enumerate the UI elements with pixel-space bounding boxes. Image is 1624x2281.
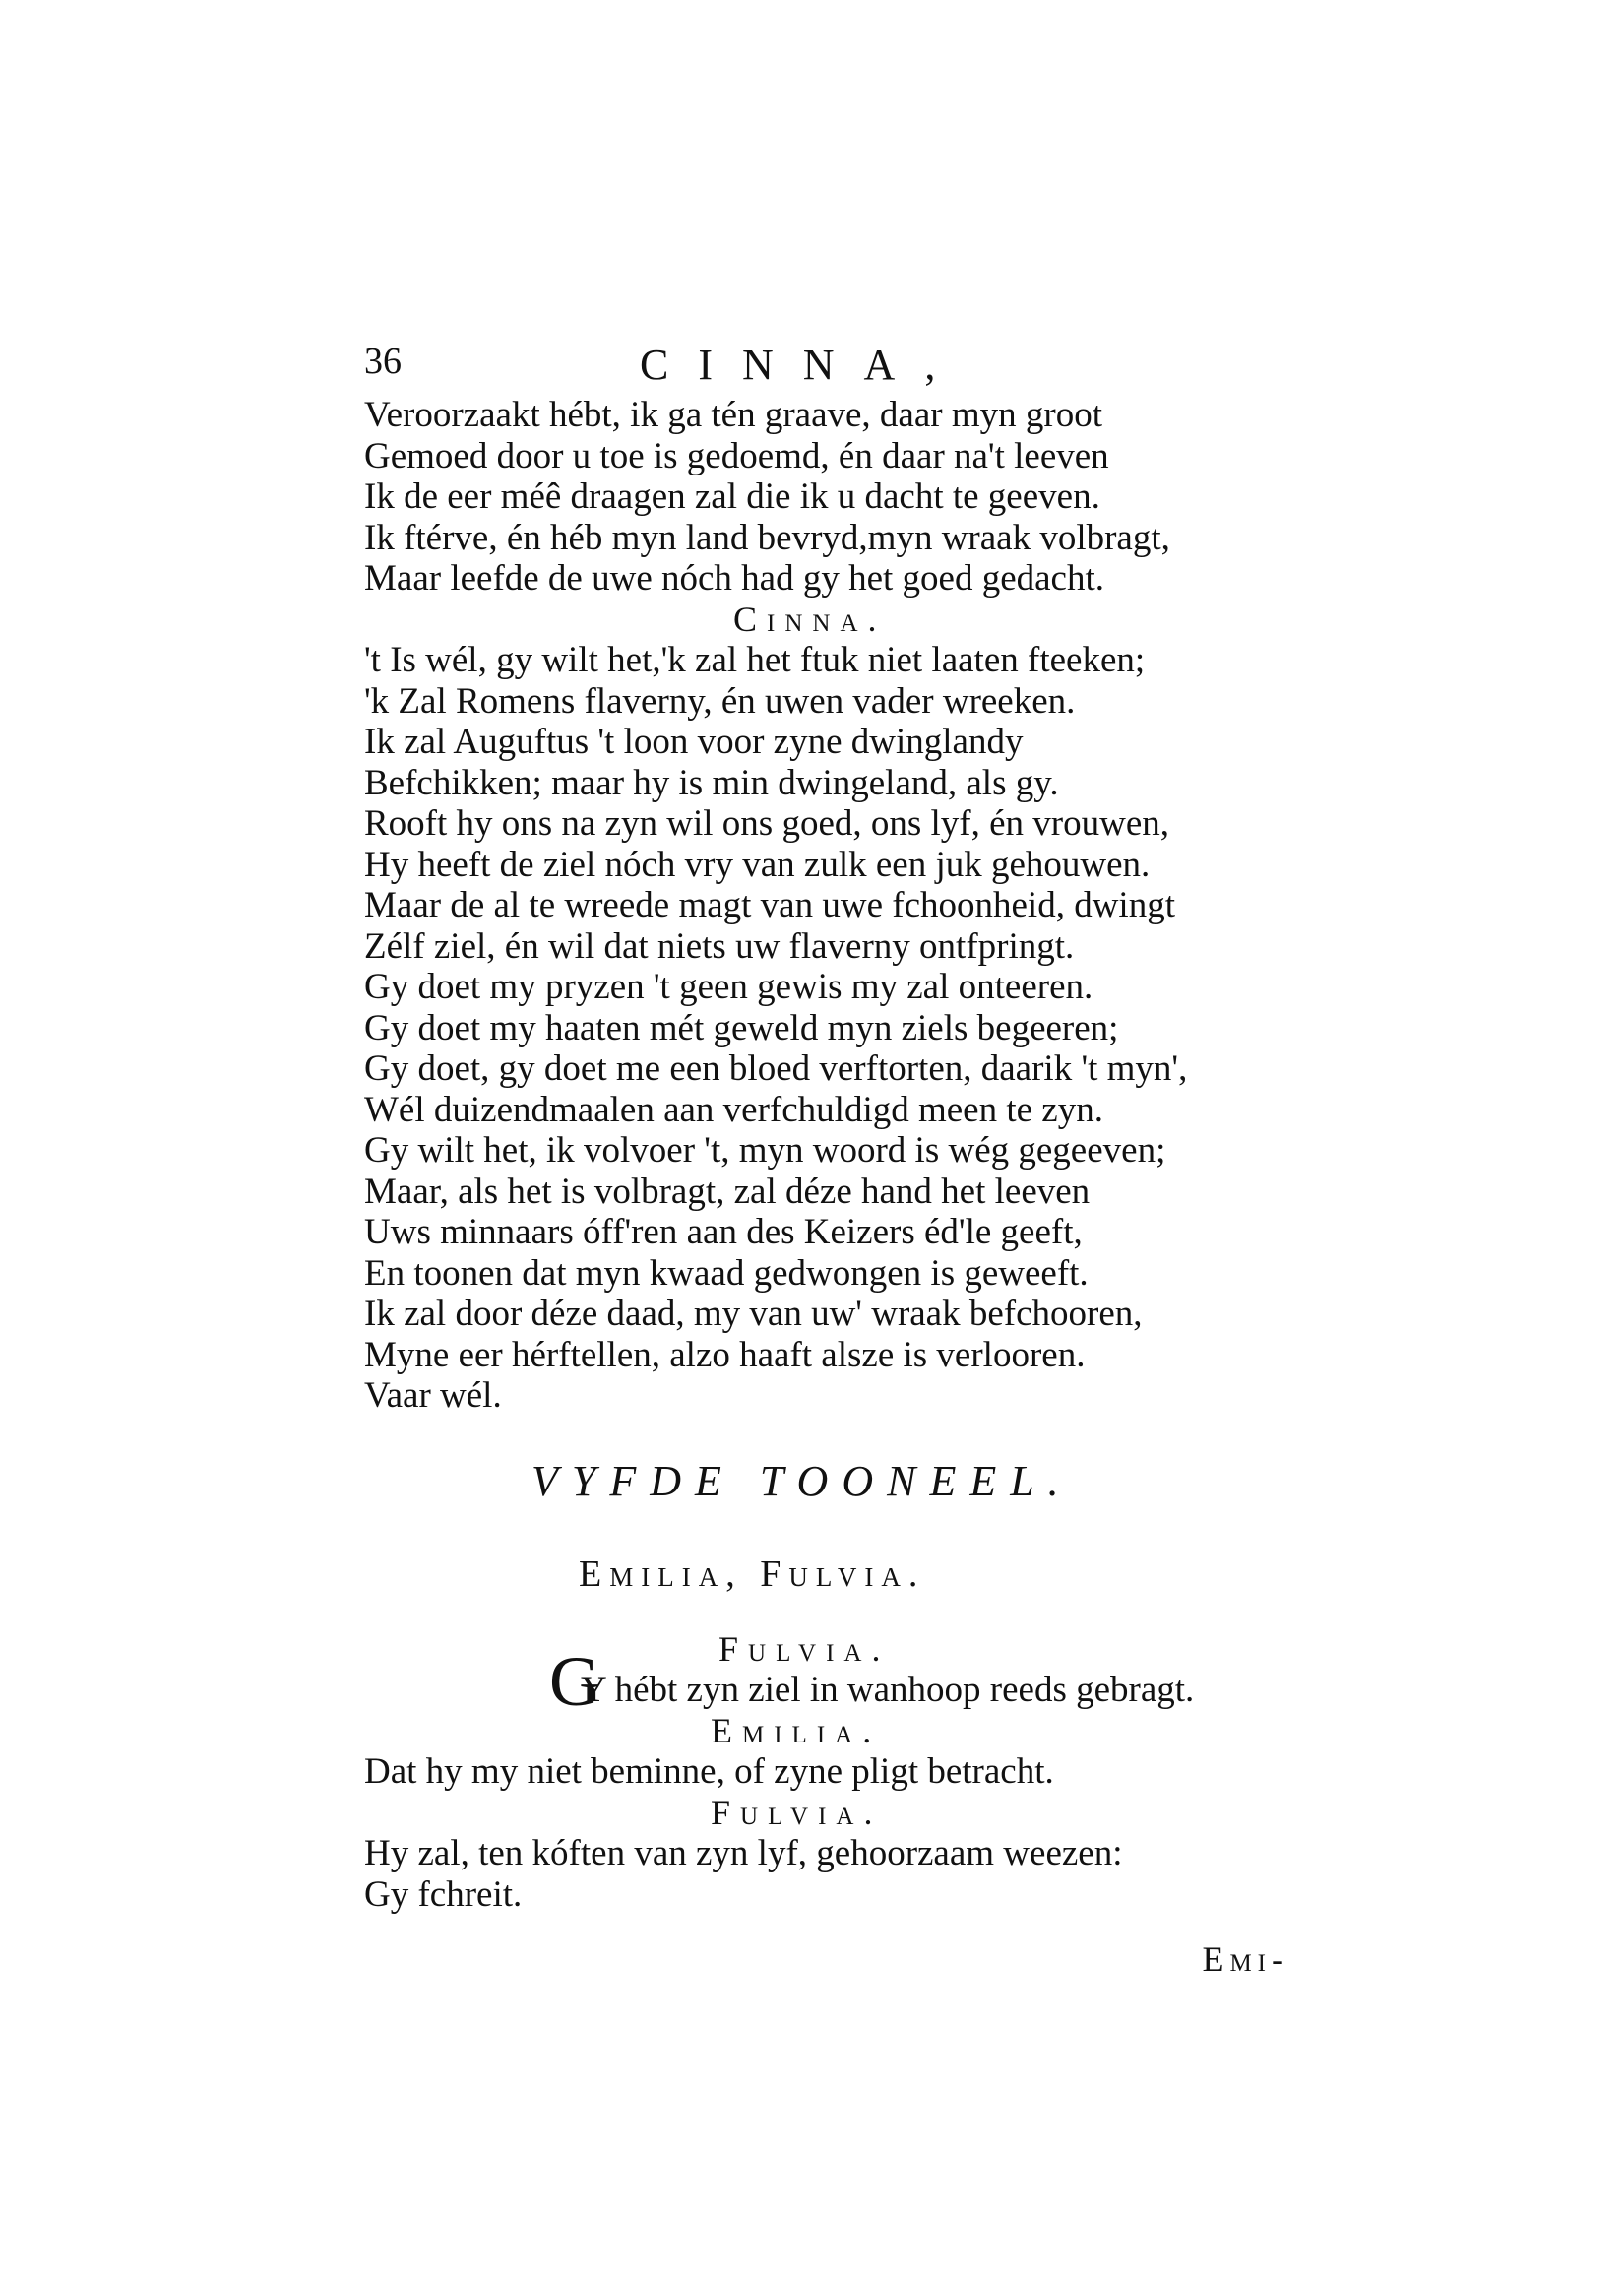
verse-line: Hy zal, ten kóften van zyn lyf, gehoorzaam weezen: — [364, 1833, 1123, 1873]
verse-line: Veroorzaakt hébt, ik ga tén graave, daar myn groot — [364, 395, 1102, 435]
speaker-label-fulvia: Fulvia. — [718, 1628, 891, 1669]
verse-line: Ik zal Auguftus 't loon voor zyne dwinglandy — [364, 722, 1024, 762]
verse-line: Hy heeft de ziel nóch vry van zulk een juk gehouwen. — [364, 844, 1151, 885]
page-header — [364, 340, 1289, 395]
drop-cap-letter: G — [549, 1642, 600, 1721]
speaker-label-emilia: Emilia. — [711, 1710, 882, 1750]
verse-line: Ik ftérve, én héb myn land bevryd,myn wraak volbragt, — [364, 517, 1170, 558]
verse-line: Maar de al te wreede magt van uwe fchoonheid, dwingt — [364, 885, 1175, 925]
verse-line: Gemoed door u toe is gedoemd, én daar na't leeven — [364, 435, 1109, 476]
book-page — [364, 340, 1289, 1979]
verse-line: Gy fchreit. — [364, 1873, 523, 1915]
verse-line: Maar, als het is volbragt, zal déze hand het leeven — [364, 1171, 1091, 1212]
verse-line: Ik zal door déze daad, my van uw' wraak befchooren, — [364, 1294, 1143, 1334]
verse-line: Gy wilt het, ik volvoer 't, myn woord is wég gegeeven; — [364, 1130, 1166, 1171]
verse-line: Gy doet, gy doet me een bloed verftorten, daarik 't myn', — [364, 1048, 1188, 1089]
verse-line: Myne eer hérftellen, alzo haaft alsze is verlooren. — [364, 1334, 1086, 1375]
verse-line: 'k Zal Romens flaverny, én uwen vader wreeken. — [364, 680, 1076, 722]
verse-line: Befchikken; maar hy is min dwingeland, als gy. — [364, 762, 1059, 803]
verse-line: Ik de eer méê draagen zal die ik u dacht te geeven. — [364, 476, 1100, 517]
verse-line: Rooft hy ons na zyn wil ons goed, ons lyf, én vrouwen, — [364, 803, 1170, 844]
verse-block-dialogue — [364, 1629, 1289, 1916]
verse-line: Uws minnaars óff'ren aan des Keizers éd'le geeft, — [364, 1212, 1083, 1252]
verse-line: Maar leefde de uwe nóch had gy het goed gedacht. — [364, 558, 1105, 599]
running-title: CINNA, — [640, 341, 966, 389]
verse-line: Zélf ziel, én wil dat niets uw flaverny ontfpringt. — [364, 925, 1075, 967]
verse-line: Dat hy my niet beminne, of zyne pligt betracht. — [364, 1751, 1054, 1792]
catchword: Emi- — [1202, 1939, 1289, 1979]
verse-line: Gy doet my haaten mét geweld myn ziels begeeren; — [364, 1007, 1119, 1048]
scene-characters: Emilia, Fulvia. — [579, 1552, 926, 1595]
verse-block-top — [364, 395, 1289, 1417]
page-number: 36 — [364, 341, 402, 382]
verse-line: En toonen dat myn kwaad gedwongen is geweeft. — [364, 1252, 1089, 1294]
scene-title: VYFDE TOONEEL. — [531, 1456, 1073, 1505]
verse-line: Vaar wél. — [364, 1375, 502, 1416]
verse-line: Wél duizendmaalen aan verfchuldigd meen te zyn. — [364, 1089, 1103, 1130]
speaker-label-cinna: Cinna. — [733, 599, 887, 639]
verse-line: Gy doet my pryzen 't geen gewis my zal onteeren. — [364, 967, 1093, 1007]
verse-line: Y hébt zyn ziel in wanhoop reeds gebragt. — [581, 1670, 1195, 1710]
speaker-label-fulvia: Fulvia. — [711, 1792, 883, 1832]
verse-line: 't Is wél, gy wilt het,'k zal het ftuk niet laaten fteeken; — [364, 640, 1146, 680]
